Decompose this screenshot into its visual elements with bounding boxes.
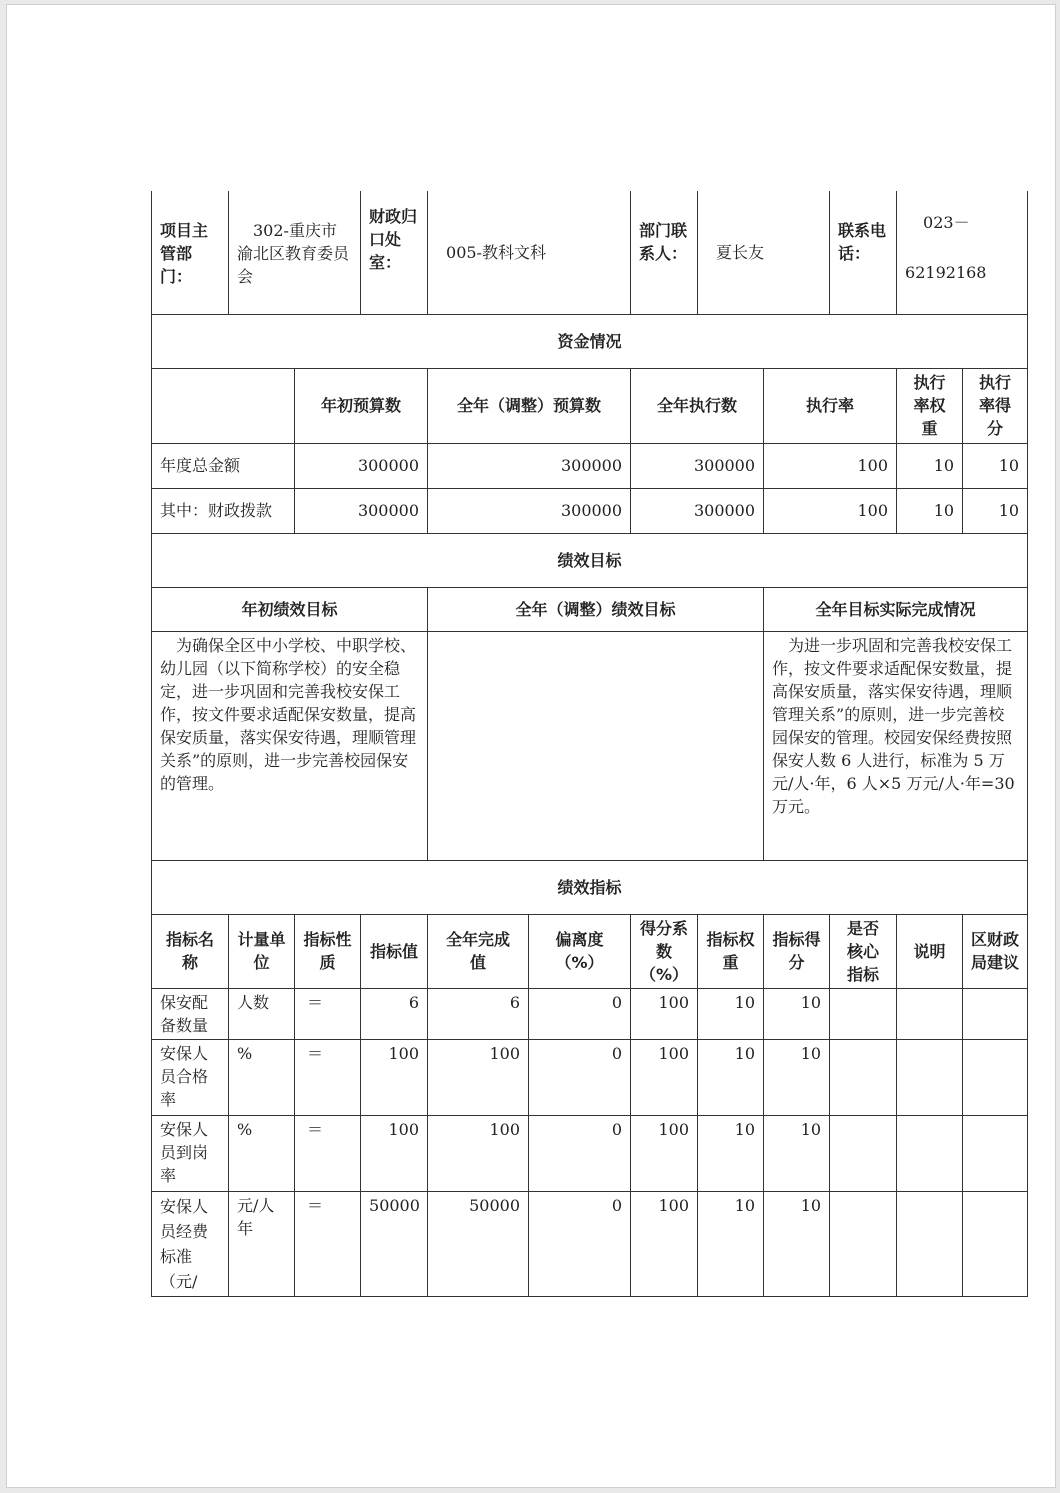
ind-col-coef: 得分系数（%） (631, 914, 698, 988)
funds-col-executed: 全年执行数 (631, 368, 764, 443)
ind-cell: % (229, 1039, 295, 1115)
ind-cell: ＝ (295, 1115, 361, 1191)
ind-cell (897, 1191, 963, 1296)
goals-col-actual: 全年目标实际完成情况 (764, 587, 1028, 631)
ind-cell: ＝ (295, 1191, 361, 1296)
funds-cell: 10 (897, 488, 963, 533)
funds-cell: 100 (764, 488, 897, 533)
ind-cell (963, 1039, 1028, 1115)
ind-col-unit: 计量单位 (229, 914, 295, 988)
ind-cell: 0 (529, 1191, 631, 1296)
ind-col-note: 说明 (897, 914, 963, 988)
phone-label: 联系电话： (830, 191, 897, 314)
funds-cell: 300000 (631, 443, 764, 488)
ind-cell: 10 (698, 988, 764, 1039)
dept-value: 302-重庆市渝北区教育委员会 (229, 191, 361, 314)
contact-label: 部门联系人： (631, 191, 698, 314)
indicator-row (152, 988, 1028, 1039)
ind-cell: % (229, 1115, 295, 1191)
funds-cell: 300000 (428, 443, 631, 488)
funds-row (152, 443, 1028, 488)
ind-cell (897, 1115, 963, 1191)
ind-cell (830, 1039, 897, 1115)
ind-cell (963, 988, 1028, 1039)
ind-cell: 100 (631, 1115, 698, 1191)
ind-cell: 10 (698, 1039, 764, 1115)
funds-col-score: 执行率得分 (963, 368, 1028, 443)
dept-label: 项目主管部门： (152, 191, 229, 314)
ind-cell: 10 (698, 1191, 764, 1296)
ind-cell: 100 (361, 1115, 428, 1191)
ind-cell: 100 (428, 1039, 529, 1115)
ind-cell (830, 1191, 897, 1296)
contact-value: 夏长友 (698, 191, 830, 314)
goals-content-row (152, 631, 1028, 860)
phone-line2: 62192168 (905, 263, 987, 282)
funds-col-adjusted: 全年（调整）预算数 (428, 368, 631, 443)
funds-col-weight: 执行率权重 (897, 368, 963, 443)
funds-col-blank (152, 368, 295, 443)
ind-col-advice: 区财政局建议 (963, 914, 1028, 988)
document-page (6, 4, 1056, 1488)
ind-cell (963, 1115, 1028, 1191)
goals-col-initial: 年初绩效目标 (152, 587, 428, 631)
goals-col-adjusted: 全年（调整）绩效目标 (428, 587, 764, 631)
ind-cell: 0 (529, 988, 631, 1039)
performance-table (151, 191, 1028, 1297)
phone-line1: 023－ (923, 213, 970, 232)
funds-section-title: 资金情况 (152, 314, 1028, 368)
ind-cell: 10 (764, 1039, 830, 1115)
funds-header-row (152, 368, 1028, 443)
funds-cell: 10 (897, 443, 963, 488)
ind-cell (897, 1039, 963, 1115)
ind-col-core: 是否核心指标 (830, 914, 897, 988)
funds-cell: 10 (963, 488, 1028, 533)
goals-section-title: 绩效目标 (152, 533, 1028, 587)
ind-col-nature: 指标性质 (295, 914, 361, 988)
ind-cell: 50000 (361, 1191, 428, 1296)
ind-cell: 6 (361, 988, 428, 1039)
ind-cell (897, 988, 963, 1039)
goals-initial-text: 为确保全区中小学校、中职学校、幼儿园（以下简称学校）的安全稳定，进一步巩固和完善我校安保工作，按文件要求适配保安数量，提高保安质量，落实保安待遇，理顺管理关系”的原则，进一步完善校园保安的管理。 (152, 631, 428, 860)
ind-cell: 100 (428, 1115, 529, 1191)
indicators-header-row (152, 914, 1028, 988)
ind-cell: 0 (529, 1115, 631, 1191)
funds-cell: 300000 (295, 488, 428, 533)
indicator-row (152, 1115, 1028, 1191)
ind-cell: 10 (764, 1115, 830, 1191)
ind-cell: 100 (631, 1191, 698, 1296)
ind-cell: ＝ (295, 1039, 361, 1115)
ind-cell (830, 988, 897, 1039)
ind-cell: 50000 (428, 1191, 529, 1296)
phone-value (897, 191, 1028, 314)
ind-cell: 人数 (229, 988, 295, 1039)
indicator-row (152, 1191, 1028, 1296)
indicators-section-row (152, 860, 1028, 914)
ind-cell: 100 (631, 988, 698, 1039)
ind-col-completed: 全年完成值 (428, 914, 529, 988)
funds-section-row (152, 314, 1028, 368)
ind-col-target: 指标值 (361, 914, 428, 988)
header-row (152, 191, 1028, 314)
indicator-row (152, 1039, 1028, 1115)
goals-adjusted-text (428, 631, 764, 860)
ind-col-name: 指标名称 (152, 914, 229, 988)
ind-cell (830, 1115, 897, 1191)
funds-row (152, 488, 1028, 533)
funds-cell: 10 (963, 443, 1028, 488)
funds-row-label: 其中：财政拨款 (152, 488, 295, 533)
goals-section-row (152, 533, 1028, 587)
ind-cell: 6 (428, 988, 529, 1039)
funds-col-rate: 执行率 (764, 368, 897, 443)
funds-cell: 300000 (295, 443, 428, 488)
funds-cell: 300000 (428, 488, 631, 533)
funds-row-label: 年度总金额 (152, 443, 295, 488)
ind-cell: 100 (631, 1039, 698, 1115)
ind-cell: ＝ (295, 988, 361, 1039)
office-value: 005-教科文科 (428, 191, 631, 314)
funds-cell: 300000 (631, 488, 764, 533)
ind-cell: 0 (529, 1039, 631, 1115)
funds-cell: 100 (764, 443, 897, 488)
ind-cell: 10 (764, 1191, 830, 1296)
office-label: 财政归口处室： (361, 191, 428, 314)
ind-cell: 10 (698, 1115, 764, 1191)
ind-cell: 安保人员到岗率 (152, 1115, 229, 1191)
ind-cell: 元/人年 (229, 1191, 295, 1296)
indicators-section-title: 绩效指标 (152, 860, 1028, 914)
ind-cell (963, 1191, 1028, 1296)
ind-cell: 保安配备数量 (152, 988, 229, 1039)
goals-actual-text: 为进一步巩固和完善我校安保工作，按文件要求适配保安数量，提高保安质量，落实保安待遇，理顺管理关系”的原则，进一步完善校园保安的管理。校园安保经费按照保安人数 6 人进行，标准为 5 万元/人·年，6 人×5 万元/人·年=30 万元。 (764, 631, 1028, 860)
ind-col-weight: 指标权重 (698, 914, 764, 988)
ind-cell: 安保人员经费标准（元/ (152, 1191, 229, 1296)
ind-cell: 安保人员合格率 (152, 1039, 229, 1115)
ind-col-deviation: 偏离度（%） (529, 914, 631, 988)
ind-cell: 100 (361, 1039, 428, 1115)
ind-col-score: 指标得分 (764, 914, 830, 988)
ind-cell: 10 (764, 988, 830, 1039)
funds-col-initial: 年初预算数 (295, 368, 428, 443)
goals-header-row (152, 587, 1028, 631)
